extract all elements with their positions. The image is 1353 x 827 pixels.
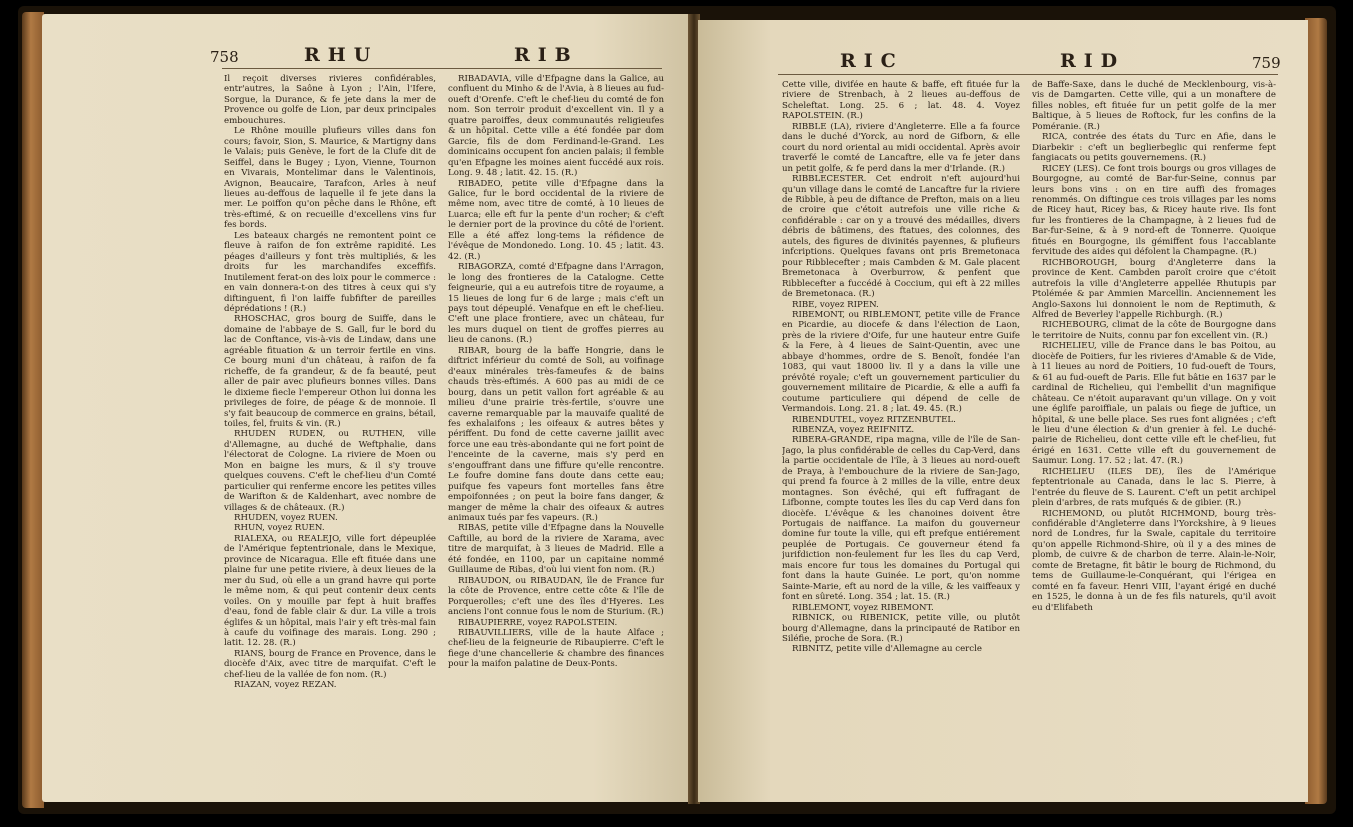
- dictionary-entry: RICA, contrée des états du Turc en Afie, dans le Diarbekir : c'eft un beglierbeglic qui renferme fept fangiacats ou petits gouvernemens. (R.): [1032, 132, 1276, 164]
- dictionary-entry: RIANS, bourg de France en Provence, dans le diocèfe d'Aix, avec titre de marquifat. C'eft le chef-lieu de la vallée de fon nom. (R.): [224, 648, 436, 680]
- dictionary-entry: RIBAGORZA, comté d'Efpagne dans l'Arragon, le long des frontieres de la Catalogne. Cette feigneurie, qui a eu autrefois titre de royaume, a 15 lieues de long fur 6 de large ; mais c'eft un pays tout dépeuplé. Venafque en eft le chef-lieu. C'eft une place frontiere, avec un château, fur les murs duquel on tient de groffes pierres au lieu de canons. (R.): [448, 262, 664, 346]
- dictionary-entry: RIBAUVILLIERS, ville de la haute Alface ; chef-lieu de la feigneurie de Ribaupierre. C'eft le fiege d'une chancellerie & chambre des finances pour la maifon palatine de Deux-Ponts.: [448, 628, 664, 670]
- dictionary-entry: RIBADEO, petite ville d'Efpagne dans la Galice, fur le bord occidental de la riviere de même nom, avec titre de comté, à 10 lieues de Luarca; elle eft fur la pente d'un rocher; & c'eft le dernier port de la province du côté de l'orient. Elle a été affez long-tems la réfidence de l'évêque de Mondonedo. Long. 10. 45 ; latit. 43. 42. (R.): [448, 178, 664, 262]
- dictionary-entry: RIBAUPIERRE, voyez RAPOLSTEIN.: [458, 617, 618, 628]
- dictionary-entry: RICHEMOND, ou plutôt RICHMOND, bourg très-confidérable d'Angleterre dans l'Yorckshire, à 9 lieues nord de Londres, fur la Swale, capitale du territoire qu'on appelle Richmond-Shire, où il y a des mines de plomb, de cuivre & de charbon de terre. Alain-le-Noir, comte de Bretagne, fit bâtir le bourg de Richmond, du tems de Guillaume-le-Conquérant, qui l'érigea en comté en fa faveur. Henri VIII, l'ayant érigé en duché en 1525, le donna à un de fes fils naturels, qu'il avoit eu d'Elifabeth: [1032, 508, 1276, 613]
- dictionary-entry: Les bateaux chargés ne remontent point ce fleuve à raifon de fon extrême rapidité. Les péages d'ailleurs y font très multipliés, & les droits fur les marchandifes exceffifs. Inutilement ferat-on des loix pour le commerce : en vain donnera-t-on des titres à ceux qui s'y diftinguent, fi l'on laiffe fubfifter de pareilles déprédations ! (R.): [224, 230, 436, 314]
- left-head-rule: [222, 68, 662, 69]
- right-folio: 759: [1252, 54, 1281, 72]
- dictionary-entry: RIBNITZ, petite ville d'Allemagne au cercle: [792, 644, 982, 655]
- dictionary-entry: RICHELIEU, ville de France dans le bas Poitou, au diocèfe de Poitiers, fur les rivieres d'Amable & de Vide, à 11 lieues au nord de Poitiers, 10 fud-oueft de Tours, & 61 au fud-oueft de Paris. Elle fut bâtie en 1637 par le cardinal de Richelieu, qui l'embellit d'un magnifique château. Ce n'étoit auparavant qu'un village. On y voit une églife paroiffiale, un palais ou fiege de juftice, un hôpital, & une belle place. Ses rues font alignées ; c'eft le lieu d'une élection & d'un grenier à fel. Le duché-pairie de Richelieu, dont cette ville eft le chef-lieu, fut érigé en 1631. Cette ville eft du gouvernement de Saumur. Long. 17. 52 ; lat. 47. (R.): [1032, 341, 1276, 467]
- dictionary-entry: Cette ville, divifée en haute & baffe, eft fituée fur la riviere de Strenbach, à 2 lieues au-deffous de Scheleftat. Long. 25. 6 ; lat. 48. 4. Voyez RAPOLSTEIN. (R.): [782, 80, 1020, 122]
- right-column-1: [782, 80, 1020, 780]
- right-column-2: [1032, 80, 1276, 780]
- dictionary-entry: RIAZAN, voyez REZAN.: [234, 680, 337, 691]
- left-running-head-left: RHU: [304, 44, 379, 66]
- dictionary-entry: RIBAS, petite ville d'Efpagne dans la Nouvelle Caftille, au bord de la riviere de Xarama, avec titre de marquifat, à 3 lieues de Madrid. Elle a été fondée, en 1100, par un capitaine nommé Guillaume de Ribas, d'où lui vient fon nom. (R.): [448, 523, 664, 576]
- dictionary-entry: RICHBOROUGH, bourg d'Angleterre dans la province de Kent. Cambden paroît croire que c'étoit autrefois la ville d'Angleterre appellée Rhutupis par Ptolémée & par Ammien Marcellin. Anciennement les Anglo-Saxons lui donnoient le nom de Reptimuth, & Alfred de Beverley l'appelle Richburgh. (R.): [1032, 257, 1276, 320]
- right-head-rule: [778, 74, 1278, 75]
- dictionary-entry: RICEY (LES). Ce font trois bourgs ou gros villages de Bourgogne, au comté de Bar-fur-Seine, connus par leurs bons vins : on en tire auffi des fromages renommés. On diftingue ces trois villages par les noms de Ricey haut, Ricey bas, & Ricey haute rive. Ils font fur les frontieres de la Champagne, à 2 lieues fud de Bar-fur-Seine, & à 9 nord-eft de Tonnerre. Quoique fitués en Bourgogne, ils gémiffent fous l'accablante fervitude des aides qui défolent la Champagne. (R.): [1032, 163, 1276, 258]
- dictionary-entry: RIBENDUTEL, voyez RITZENBUTEL.: [792, 414, 956, 425]
- dictionary-entry: de Baffe-Saxe, dans le duché de Mecklenbourg, vis-à-vis de Damgarten. Cette ville, qui a un monaftere de filles nobles, eft fituée fur un petit golfe de la mer Baltique, à 5 lieues de Roftock, fur les confins de la Poméranie. (R.): [1032, 80, 1276, 132]
- dictionary-entry: RIBERA-GRANDE, ripa magna, ville de l'île de San-Jago, la plus confidérable de celles du Cap-Verd, dans la partie occidentale de l'île, à 3 lieues au nord-oueft de Praya, à l'embouchure de la riviere de San-Jago, qui prend fa fource à 2 milles de la ville, entre deux montagnes. Son évêché, qui eft fuffragant de Lifbonne, compte toutes les îles du cap Verd dans fon diocèfe. L'évêque & les chanoines doivent être Portugais de naiffance. La maifon du gouverneur domine fur toute la ville, qui eft prefque entiérement peuplée de Portugais. Ce gouverneur étend fa jurifdiction non-feulement fur les îles du cap Verd, mais encore fur tous les domaines du Portugal qui font dans la haute Guinée. Le port, qu'on nomme Sainte-Marie, eft au nord de la ville, & les vaiffeaux y font en sûreté. Long. 354 ; lat. 15. (R.): [782, 435, 1020, 603]
- dictionary-entry: RIBADAVIA, ville d'Efpagne dans la Galice, au confluent du Minho & de l'Avia, à 8 lieues au fud-oueft d'Orenfe. C'eft le chef-lieu du comté de fon nom. Son terroir produit d'excellent vin. Il y a quatre paroiffes, deux communautés religieufes & un hôpital. Cette ville a été fondée par dom Garcie, fils de dom Ferdinand-le-Grand. Les dominicains occupent fon ancien palais; il femble qu'en Efpagne les moines aient fuccédé aux rois. Long. 9. 48 ; latit. 42. 15. (R.): [448, 74, 664, 179]
- dictionary-entry: RIALEXA, ou REALEJO, ville fort dépeuplée de l'Amérique feptentrionale, dans le Mexique, province de Nicaragua. Elle eft fituée dans une plaine fur une petite riviere, à deux lieues de la mer du Sud, où elle a un grand havre qui porte le même nom, & qui peut contenir deux cents voiles. On y mouille par fept à huit braffes d'eau, fond de fable clair & dur. La ville a trois églifes & un hôpital, mais l'air y eft très-mal fain à caufe du voifinage des marais. Long. 290 ; latit. 12. 28. (R.): [224, 533, 436, 649]
- left-folio: 758: [210, 48, 239, 66]
- dictionary-entry: RHOSCHAC, gros bourg de Suiffe, dans le domaine de l'abbaye de S. Gall, fur le bord du lac de Conftance, vis-à-vis de Lindaw, dans une agréable fituation & un terroir fertile en vins. Ce bourg muni d'un château, à raifon de fa richeffe, de fa grandeur, & de fa beauté, peut aller de pair avec plufieurs bonnes villes. Dans le dixieme fiecle l'empereur Othon lui donna les privileges de foire, de péage & de monnoie. Il s'y fait beaucoup de commerce en grains, bétail, toiles, fel, fruits & vin. (R.): [224, 314, 436, 429]
- left-column-1: [224, 74, 436, 774]
- dictionary-entry: RHUDEN, voyez RUEN.: [234, 513, 338, 524]
- right-running-head-right: RID: [1060, 50, 1126, 72]
- page-edge-right: [1305, 18, 1327, 804]
- right-page: [698, 20, 1308, 802]
- dictionary-entry: RIBENZA, voyez REIFNITZ.: [792, 424, 915, 435]
- dictionary-entry: RIBAUDON, ou RIBAUDAN, île de France fur la côte de Provence, entre cette côte & l'île de Porquerolles; c'eft une des îles d'Hyeres. Les anciens l'ont connue fous le nom de Sturium. (R.): [448, 575, 664, 618]
- dictionary-entry: Le Rhône mouille plufieurs villes dans fon cours; favoir, Sion, S. Maurice, & Martigny dans le Valais; puis Genève, le fort de la Clufe dit de Seiffel, dans le Bugey ; Lyon, Vienne, Tournon en Vivarais, Montelimar dans le Valentinois, Avignon, Beaucaire, Tarafcon, Arles à neuf lieues au-deffous de laquelle il fe jete dans la mer. Le poiffon qu'on pêche dans le Rhône, eft très-eftimé, & on recueille d'excellens vins fur fes bords.: [224, 126, 436, 231]
- dictionary-entry: RIBBLECESTER. Cet endroit n'eft aujourd'hui qu'un village dans le comté de Lancaftre fur la riviere de Ribble, à peu de diftance de Prefton, mais on a lieu de croire que c'étoit autrefois une ville riche & confidérable : car on y a trouvé des médailles, divers débris de bâtimens, des ftatues, des colonnes, des autels, des figures de divinités payennes, & plufieurs infcriptions. Quelques favans ont pris Bremetonaca pour Ribblecefter ; mais Cambden & M. Gale placent Bremetonaca à Overburrow, & penfent que Ribblecefter a fuccédé à Coccium, qui eft à 22 milles de Bremetonaca. (R.): [782, 174, 1020, 300]
- dictionary-entry: RIBNICK, ou RIBENICK, petite ville, ou plutôt bourg d'Allemagne, dans la principauté de Ratibor en Siléfie, proche de Sora. (R.): [782, 613, 1020, 645]
- right-running-head-left: RIC: [840, 50, 904, 72]
- dictionary-entry: RIBE, voyez RIPEN.: [792, 299, 879, 310]
- page-edge-left: [22, 12, 44, 808]
- left-page: [42, 14, 690, 802]
- dictionary-entry: Il reçoit diverses rivieres confidérables, entr'autres, la Saône à Lyon ; l'Ain, l'Ifere, Sorgue, la Durance, & fe jete dans la mer de Provence ou golfe de Lion, par deux principales embouchures.: [224, 74, 436, 126]
- dictionary-entry: RICHEBOURG, climat de la côte de Bourgogne dans le territoire de Nuits, connu par fon excellent vin. (R.): [1032, 320, 1276, 341]
- left-column-2: [448, 74, 664, 774]
- dictionary-entry: RIBAR, bourg de la baffe Hongrie, dans le diftrict inférieur du comté de Soli, au voifinage d'eaux minérales très-fameufes & de bains chauds très-eftimés. A 600 pas au midi de ce bourg, dans un petit vallon fort agréable & au milieu d'une prairie très-fertile, s'ouvre une caverne remarquable par la mauvaife qualité de fes exhalaifons ; les oifeaux & autres bêtes y périffent. Du fond de cette caverne jaillit avec force une eau très-abondante qui ne fort point de l'enceinte de la caverne, mais s'y perd en s'engouffrant dans une fiffure qu'elle rencontre. Le foufre domine fans doute dans cette eau; puifque fes vapeurs font mortelles fans être empoifonnées ; on peut la boire fans danger, & manger de même la chair des oifeaux & autres animaux tués par fes vapeurs. (R.): [448, 345, 664, 524]
- dictionary-entry: RIBLEMONT, voyez RIBEMONT.: [792, 602, 934, 613]
- dictionary-entry: RIBBLE (LA), riviere d'Angleterre. Elle a fa fource dans le duché d'Yorck, au nord de Gifborn, & elle court du nord oriental au midi occidental. Après avoir traverfé le comté de Lancaftre, elle va fe jeter dans un petit golfe, & fe perd dans la mer d'Irlande. (R.): [782, 121, 1020, 174]
- dictionary-entry: RHUDEN RUDEN, ou RUTHEN, ville d'Allemagne, au duché de Weftphalie, dans l'électorat de Cologne. La riviere de Moen ou Mon en baigne les murs, & il s'y trouve quelques couvens. C'eft le chef-lieu d'un Comté particulier qui renferme encore les petites villes de Warifton & de Kaldenhart, avec nombre de villages & de châteaux. (R.): [224, 429, 436, 513]
- left-running-head-right: RIB: [514, 44, 579, 66]
- dictionary-entry: RIBEMONT, ou RIBLEMONT, petite ville de France en Picardie, au diocefe & dans l'élection de Laon, près de la riviere d'Oife, fur une hauteur entre Guife & la Fere, à 4 lieues de Saint-Quentin, avec une abbaye d'hommes, ordre de S. Benoît, fondée l'an 1083, qui vaut 18000 liv. Il y a dans la ville une prévôté royale; c'eft un gouvernement particulier du gouvernement militaire de Picardie, & elle a auffi fa coutume particuliere qui dépend de celle de Vermandois. Long. 21. 8 ; lat. 49. 45. (R.): [782, 309, 1020, 415]
- dictionary-entry: RICHELIEU (ILES DE), îles de l'Amérique feptentrionale au Canada, dans le lac S. Pierre, à l'entrée du fleuve de S. Laurent. C'eft un petit archipel plein d'arbres, de rats mufqués & de gibier. (R.): [1032, 466, 1276, 509]
- dictionary-entry: RHUN, voyez RUEN.: [234, 523, 325, 534]
